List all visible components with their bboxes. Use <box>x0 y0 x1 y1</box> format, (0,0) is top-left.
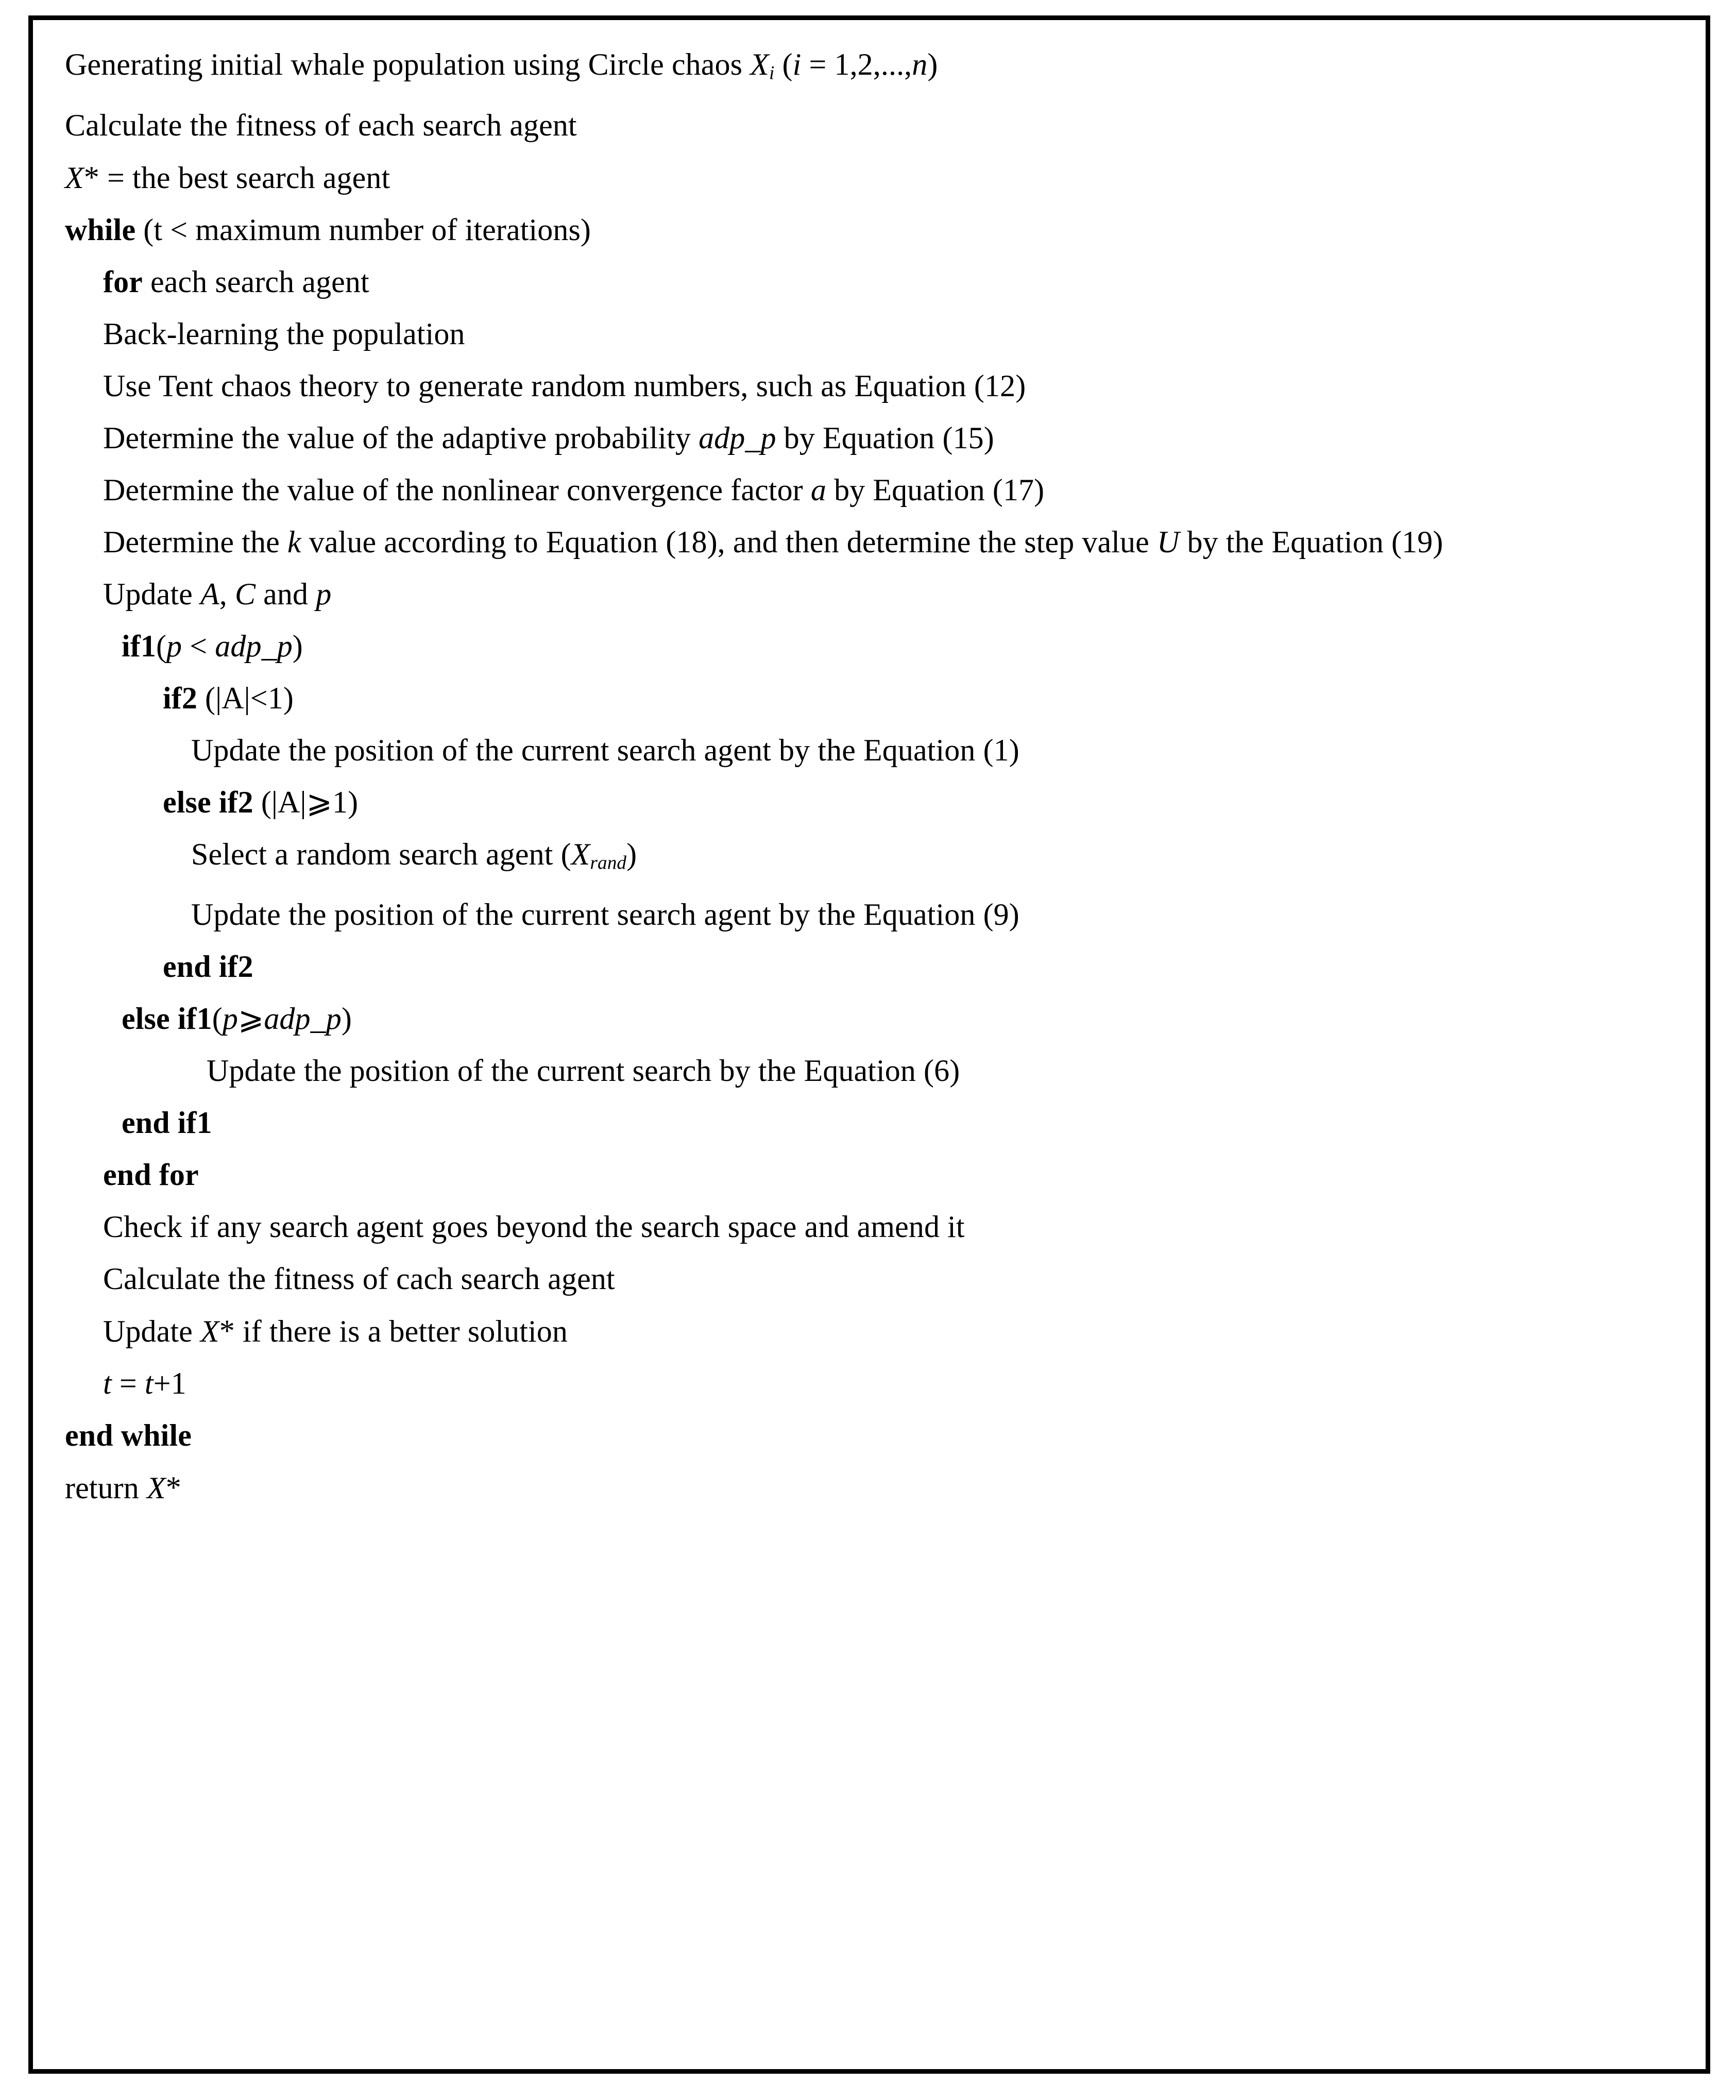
algorithm-pseudocode-box <box>28 15 1710 2074</box>
pseudocode-line-calc-fitness: Calculate the fitness of each search agent <box>65 108 577 142</box>
pseudocode-line-end-if1: end if1 <box>122 1106 212 1140</box>
pseudocode-line-calc-fitness-2: Calculate the fitness of cach search agent <box>103 1262 615 1296</box>
pseudocode-line-select-random: Select a random search agent $(X_{rand})$ <box>191 837 637 874</box>
pseudocode-line-increment-t: t = t+1 <box>103 1366 186 1401</box>
pseudocode-line-update-eq1: Update the position of the current search agent by the Equation (1) <box>191 733 1019 767</box>
pseudocode-line-end-if2: end if2 <box>163 950 253 984</box>
pseudocode-line-else-if1: else if1(p⩾adp_p) <box>122 1002 352 1036</box>
pseudocode-line-if2: if2 (|A|<1) <box>163 681 294 715</box>
pseudocode-line-end-while: end while <box>65 1418 192 1453</box>
pseudocode-line-update-best: Update X* if there is a better solution <box>103 1314 568 1349</box>
pseudocode-line-tent-chaos: Use Tent chaos theory to generate random numbers, such as Equation (12) <box>103 368 1026 403</box>
pseudocode-line-return: return X* <box>65 1470 181 1505</box>
pseudocode-line-update-acp: Update A, C and p <box>103 577 332 611</box>
pseudocode-line-if1: if1(p < adp_p) <box>122 629 303 663</box>
pseudocode-line-init-population: Generating initial whale population using Circle chaos $X_i$ (i = 1,2,...,n) <box>65 47 938 84</box>
pseudocode-line-k-and-step: Determine the k value according to Equation (18), and then determine the step value U by the Equation (19) <box>103 524 1443 559</box>
pseudocode-line-else-if2: else if2 (|A|⩾1) <box>163 785 359 819</box>
pseudocode-line-convergence-factor: Determine the value of the nonlinear convergence factor a by Equation (17) <box>103 472 1045 507</box>
pseudocode-line-check-bounds: Check if any search agent goes beyond the search space and amend it <box>103 1210 965 1244</box>
pseudocode-line-update-eq6: Update the position of the current search by the Equation (6) <box>207 1054 960 1088</box>
pseudocode-listing <box>33 20 1706 1515</box>
pseudocode-line-while: while (t < maximum number of iterations) <box>65 212 591 247</box>
pseudocode-line-back-learning: Back-learning the population <box>103 316 465 351</box>
pseudocode-line-end-for: end for <box>103 1158 199 1192</box>
pseudocode-line-update-eq9: Update the position of the current search agent by the Equation (9) <box>191 897 1019 932</box>
pseudocode-line-best-agent: X* = the best search agent <box>65 160 390 195</box>
pseudocode-line-adaptive-probability: Determine the value of the adaptive probability adp_p by Equation (15) <box>103 420 994 455</box>
pseudocode-line-for: for each search agent <box>103 264 369 299</box>
